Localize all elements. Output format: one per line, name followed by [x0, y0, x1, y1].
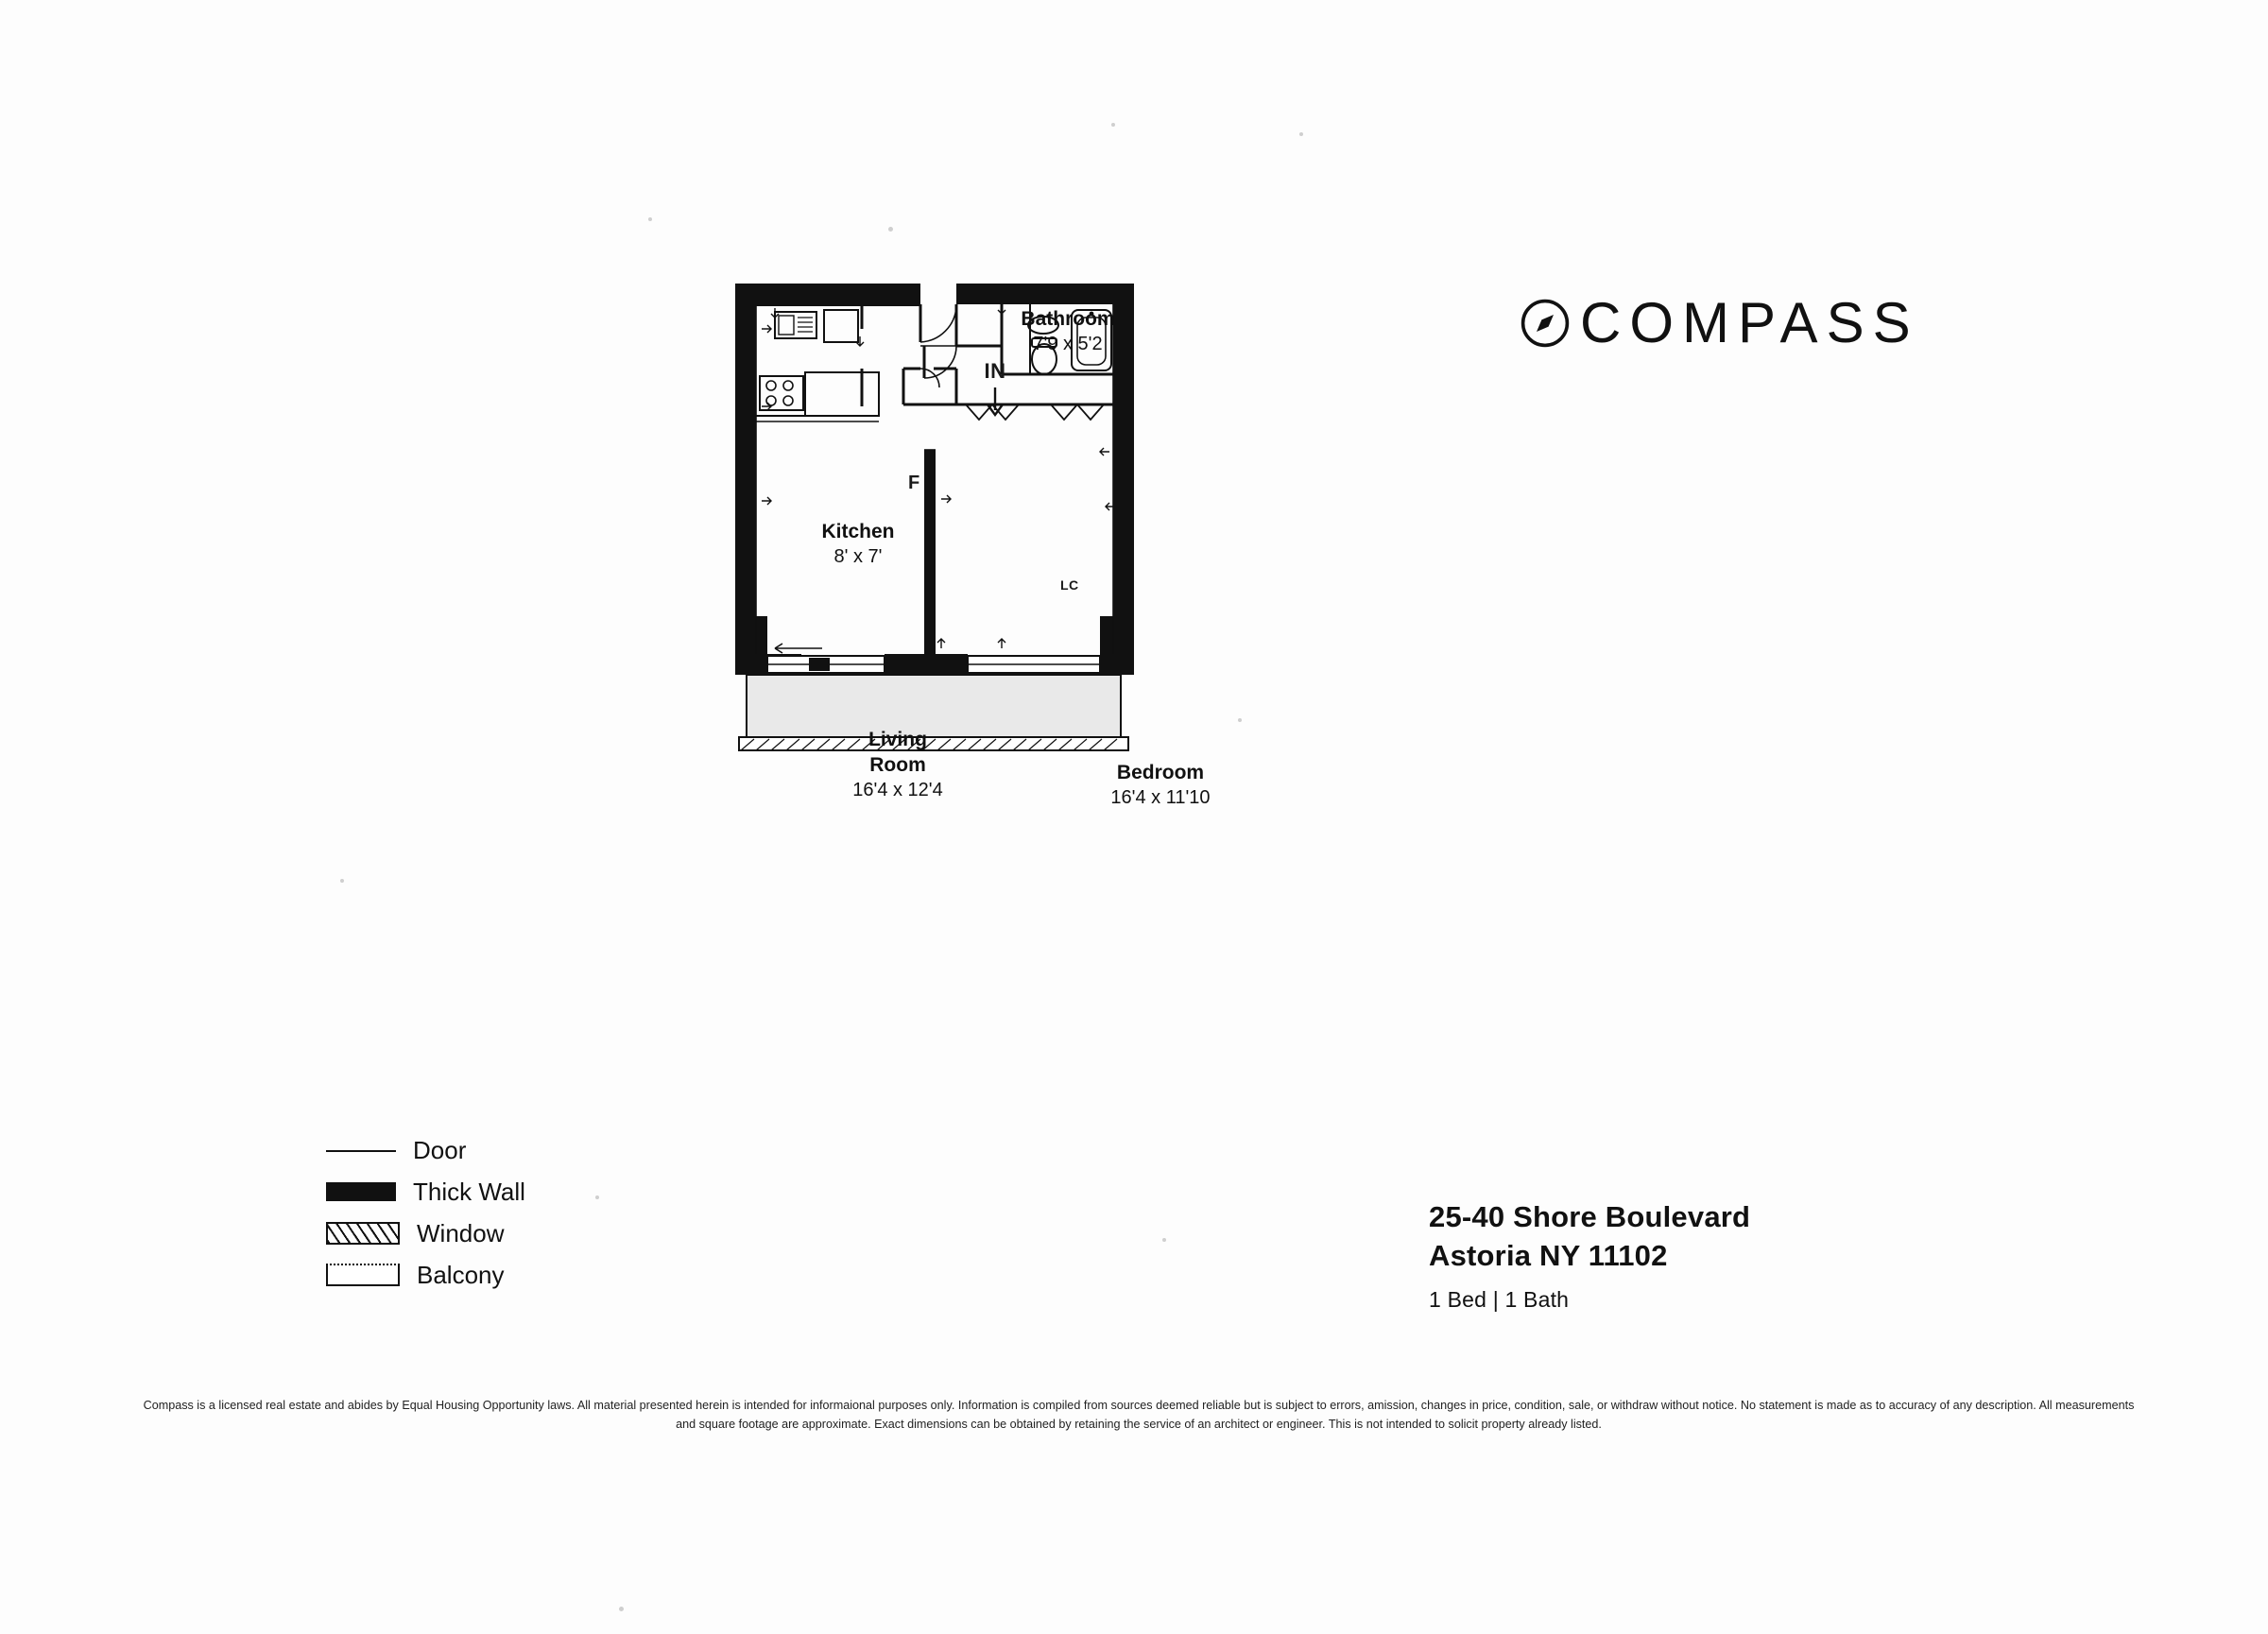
entry-arrow-down-icon [983, 386, 1007, 418]
floorplan-svg [718, 284, 1361, 1134]
door-line-swatch [326, 1140, 396, 1161]
scan-speck [1162, 1238, 1166, 1242]
refrigerator [824, 310, 858, 342]
kitchen-sink [775, 312, 816, 338]
kitchen-range [760, 376, 803, 410]
brand-name: COMPASS [1580, 291, 1919, 354]
room-name-line2: Room [869, 753, 926, 776]
thick-wall-swatch [326, 1182, 396, 1201]
entry-door-swing [920, 306, 956, 342]
closet-door-swing [924, 346, 956, 378]
room-label-living-room [852, 728, 943, 802]
address-block [1429, 1198, 1750, 1313]
balcony-outline-swatch [326, 1264, 400, 1286]
bedroom-partition-wall [924, 450, 936, 658]
legend-label: Window [417, 1218, 505, 1247]
legend [326, 1129, 638, 1296]
legend-item-thick-wall [326, 1171, 638, 1213]
scan-speck [1111, 123, 1115, 127]
legend-label: Door [413, 1135, 467, 1164]
room-name: Bedroom [1116, 762, 1205, 783]
address-line-1: 25-40 Shore Boulevard [1429, 1200, 1751, 1233]
legend-item-window [326, 1213, 638, 1254]
scan-speck [340, 879, 344, 883]
room-name: Bathroom [1021, 308, 1115, 330]
legend-label: Balcony [417, 1260, 505, 1289]
address-line-2: Astoria NY 11102 [1429, 1238, 1668, 1272]
floorplan-drawing [718, 284, 1361, 1134]
beds-baths: 1 Bed | 1 Bath [1429, 1286, 1570, 1312]
scan-speck [619, 1607, 624, 1611]
room-label-bedroom [1110, 761, 1210, 810]
room-dimensions: 16'4 x 12'4 [852, 779, 943, 800]
room-dimensions: 7'9 x 5'2 [1033, 333, 1103, 354]
room-dimensions: 16'4 x 11'10 [1110, 786, 1211, 808]
scan-speck [1299, 132, 1303, 136]
linen-closet [903, 369, 956, 404]
legend-item-balcony [326, 1254, 638, 1296]
fridge-label: F [908, 473, 920, 493]
room-dimensions: 8' x 7' [833, 545, 883, 567]
legend-label: Thick Wall [413, 1177, 525, 1206]
legend-item-door [326, 1129, 638, 1171]
entry-marker [983, 359, 1007, 418]
room-label-kitchen [821, 520, 894, 569]
entry-label: IN [984, 359, 1006, 383]
compass-logo-icon [1520, 298, 1571, 349]
compass-logo [1520, 291, 1919, 354]
disclaimer-text: Compass is a licensed real estate and abides by Equal Housing Opportunity laws. All material presented herein is intended for informaional purposes only. Information is compiled from sources deemed reliable but is subject to errors, amission, changes in price, condition, sale, or withdraw without notice. No statement is made as to accuracy of any description. All measurements and square footage are approximate. Exact dimensions can be obtained by retaining the service of an architect or engineer. This is not intended to solicit property already listed. [143, 1399, 2135, 1431]
scan-speck [888, 227, 893, 232]
room-name: Kitchen [821, 521, 895, 542]
room-name-line1: Living [868, 729, 927, 750]
scan-speck [648, 217, 652, 221]
window-hatch-swatch [326, 1222, 400, 1245]
room-label-bathroom [1021, 307, 1114, 356]
linen-closet-label: LC [1060, 577, 1079, 593]
